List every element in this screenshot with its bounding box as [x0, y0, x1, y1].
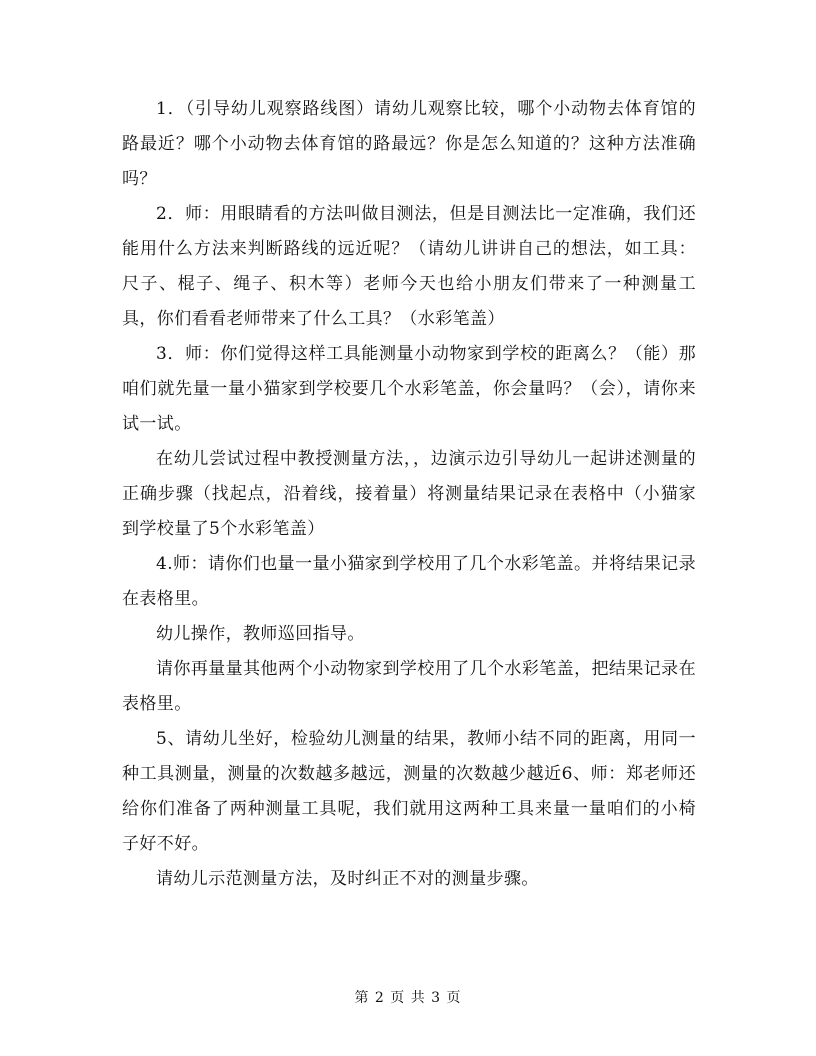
- paragraph-step-2: 2．师：用眼睛看的方法叫做目测法，但是目测法比一定准确，我们还能用什么方法来判断路线的远近呢？（请幼儿讲讲自己的想法，如工具：尺子、棍子、绳子、积木等）老师今天也给小朋友们带来了一种测量工具，你们看看老师带来了什么工具？（水彩笔盖）: [122, 204, 696, 329]
- paragraph-operation: 幼儿操作，教师巡回指导。: [156, 624, 365, 644]
- paragraph-demonstrate-method: 请幼儿示范测量方法，及时纠正不对的测量步骤。: [156, 869, 539, 889]
- paragraph-demonstration: 在幼儿尝试过程中教授测量方法，，边演示边引导幼儿一起讲述测量的正确步骤（找起点，沿着线，接着量）将测量结果记录在表格中（小猫家到学校量了5个水彩笔盖）: [122, 449, 696, 539]
- paragraph-step-1: 1．（引导幼儿观察路线图）请幼儿观察比较，哪个小动物去体育馆的路最近？哪个小动物去体育馆的路最远？你是怎么知道的？这种方法准确吗？: [122, 99, 696, 189]
- paragraph-step-3: 3．师：你们觉得这样工具能测量小动物家到学校的距离么？（能）那咱们就先量一量小猫家到学校要几个水彩笔盖，你会量吗？（会），请你来试一试。: [122, 344, 696, 434]
- paragraph-step-5: 5、请幼儿坐好，检验幼儿测量的结果，教师小结不同的距离，用同一种工具测量，测量的次数越多越远，测量的次数越少越近6、师：郑老师还给你们准备了两种测量工具呢，我们就用这两种工具来量一量咱们的小椅子好不好。: [122, 729, 696, 854]
- paragraph-measure-others: 请你再量量其他两个小动物家到学校用了几个水彩笔盖，把结果记录在表格里。: [122, 659, 696, 714]
- page-number-footer: 第 2 页 共 3 页: [354, 990, 462, 1006]
- paragraph-step-4: 4.师：请你们也量一量小猫家到学校用了几个水彩笔盖。并将结果记录在表格里。: [122, 554, 696, 609]
- document-body: [122, 92, 696, 897]
